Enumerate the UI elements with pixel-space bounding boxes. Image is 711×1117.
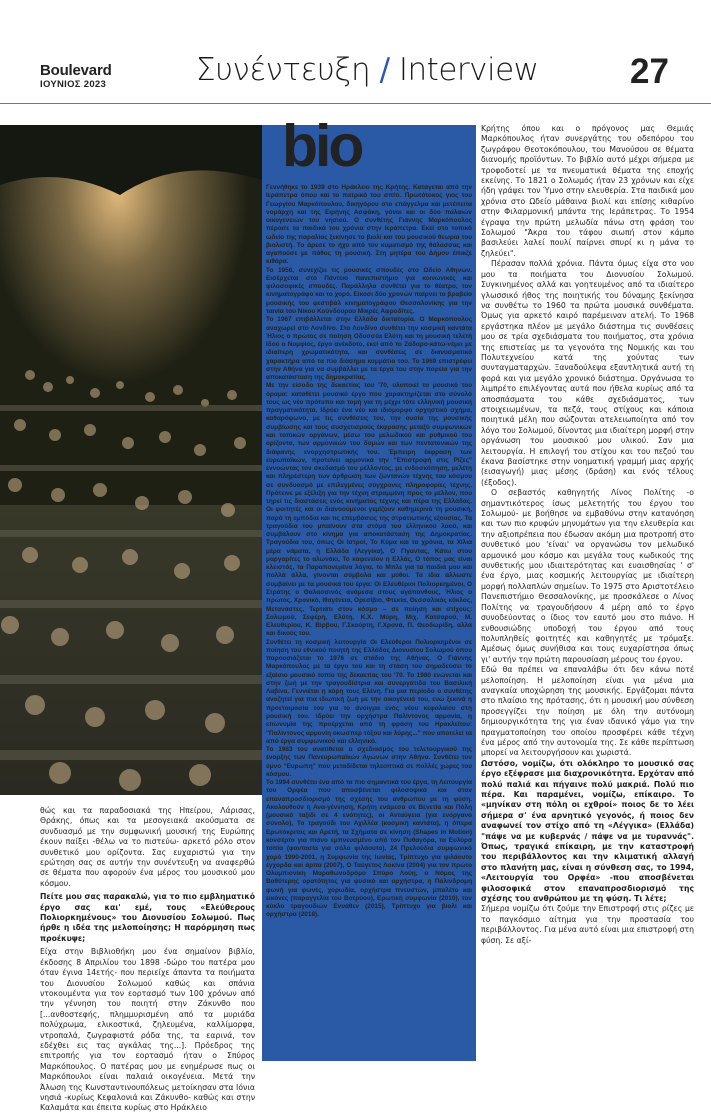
interview-column-left xyxy=(40,806,255,1117)
answer-text: θώς και τα παραδοσιακά της Ηπείρου, Λάρισας, Θράκης, όπως και τα μεσογειακά ακούσματα σε συνδυασμό με την συμφωνική μουσική της Ευρώπης έκουν παίξει -θέλω να το πιστεύω- αρκετό ρόλο στον συνθετικό μου ορίζοντα. Σας ευχαριστώ για την ερώτηση σας σε αυτήν την συνέντευξη να αναφερθώ σε θέματα που αφορούν ένα μέρος του μουσικού μου κόσμου. xyxy=(40,806,255,888)
answer-text: Είχα στην Βιβλιοθήκη μου ένα σημαίνον βιβλίο, έκδοσης 8 Απριλίου του 1898 -δώρο του πατέρα μου όταν έγινα 14ετής- που περιείχε άπαντα τα ποιήματα του Διονυσίου Σολωμού καθώς και σπάνια ντοκουμέντα για τον εορτασμό των 100 χρόνων από την γέννηση του ποιητή στην Ζάκυνθο που [...ανθοστεφής, πλημμυρισμένη από τα μυριάδα πολύχρωμα, ελικοστικά, ζηλευμένα, καλλίμορφα, ντροπαλά, ζωγραφιστά ρόδα της, τα εαρινά, τον εδέχθει εις τας αγκάλας της...]. Πρόεδρος της επιτροπής για τον εορτασμό ήταν ο Σπύρος Μαρκόπουλος. Ο πατέρας μου με ενημέρωσε πως οι Μαρκόπουλοι είναι παλαιά οικογένεια. Μετά την Άλωση της Κωνσταντινουπόλεως μετοίκησαν στα Ιόνια νησιά -κυρίως Κεφαλονιά και Ζάκυνθο- καθώς και στην Καλαμάτα και έπειτα κυρίως στο Ηράκλειο xyxy=(40,947,255,1113)
bio-text xyxy=(266,184,472,920)
question-text: Πείτε μου σας παρακαλώ, για το πιο εμβληματικό έργο σας και' εμέ, τους «Ελεύθερους Πολιορκημένους» του Διονυσίου Σολωμού. Πως ήρθε η ιδέα της μελοποίησης; Η παρόρμηση πως προέκυψε; xyxy=(40,892,255,943)
bio-paragraph: Συνθέτει τη κοσμική λειτουργία Οι Ελεύθεροι Πολιορκημένοι σε ποίηση του εθνικού ποιητή της Ελλάδος Διονυσίου Σολωμού όπου παρουσιάζεται το 1976 σε στάδιο της Αθήνας. Ο Γιάννης Μαρκόπουλος με τα έργο του και τη στάση του σημαδεύσει το εξαίσιο μουσικό τοπίο της δεκαετίας του '70. Το 1980 ενώνεται και στην ζωή με την τραγουδίστρια και συνεργάτιδα του Βασιλική Λαβίνα. Γεννιέται η κόρη τους Ελένη. Για μια περίοδο ο συνθέτης αναζητεί για πια ιδιωτική ζωή με την οικογένειά του, ενώ ξεκινά η προετοιμασία του για το άνοιγμα ενός νέου κεφαλαίου στη μουσική του. Ιδρύει την ορχήστρα Παλίντονος αρμονία, η επωνυμία της προέρχεται από τη φράση του Ηρακλείτου: "Παλίντονος αρμονίη οκωσπερ τόξου και λύρης..." που αποτελεί τα από έργα συμφωνικού και ελληνικό. xyxy=(266,638,472,745)
bio-paragraph: Το 1994 συνθέτει ένα από τα πιο σημαντικά του έργα, τη Λειτουργία του Ορφέα που αποσβένεται φιλοσοφικά και στον επαναπροσδιορισμό της σχέσης του ανθρώπου με τη φύση. Ακολουθούν η Ανα-γέννηση, Κρήτη ενάμεσα σε Βενετία και Πόλη (μουσικό ταξίδι σε 4 ενότητες), οι Ανταύγεια (για ενόργανο σύνολο), Το τραγούδι του Αχιλλέα (κοσμική καντάτα), η όπερα Ερωτόκριτος και Αρετή, τα Σχήματα σε κίνηση (Shapes in Motion) κονσέρτο για πιάνο εμπνευσμένο από τον Πυθαγόρα, τα Ευλύρα τοπία (φαντασία για σόλο φιλάουτο), 24 Πρελούδια συμφωνικό χορό 1990-2001, η Συμφωνία της Ιωνίας, Τρίπτυχο για φιλάουτο έγχορδα και άρπα (2007), Ο Ταύγετος Λοκίνα (2004) για τον πρώτο Ολυμπιονίκη Μαραθωνοδρόμο Σπύρο Λούη, ο Νόμος της Βαθύτερης ορατότητος για φυσικό και ορχήστρα, η Πάλινδρομη φωνή για φωνές, χορωδία, ορχήστρα πνευστών, μπαλέτο και εικόνες (παραγγελία του Βοτρύου), Ερωτική συμφωνία (2010), τον κύκλο τραγουδιών Ενυάθεν (2015), Τρίπτυχο για βιολί και ορχήστρα (2018). xyxy=(266,779,472,919)
bio-heading: bio xyxy=(282,113,362,179)
issue-date: ΙΟΥΝΙΟΣ 2023 xyxy=(40,79,107,90)
header-rule xyxy=(0,103,711,104)
concert-audience-image xyxy=(0,125,262,795)
answer-text: Ο σεβαστός καθηγητής Λίνος Πολίτης -ο σημαντικότερος ίσως μελετητής του έργου του Σολωμού- με βοήθησε να εμβαθύνω στην κατανόηση και των πιο κρυφών μηνυμάτων για την ελευθερία και την αξιοπρέπεια που έδωσαν ακόμη μια προτροπή στο συνθετικό μου 'είναι' να οργανώσω τον μελωδικό αρμονικό μου κόσμο και μεγάλα τους κωδικούς της συνθετικής μου ιδιαιτερότητας και ευαισθησίας ' σ' ένα έργο, μιας κοσμικής λειτουργίας με ιδιαίτερη μορφή πολλαπλών σημείων. Το 1975 στο Αριστοτέλειο Πανεπιστήμιο Θεσσαλονίκης, με προσκάλεσε ο Λίνος Πολίτης να τραγουδήσουν 4 μέρη από το έργο συνοδεύοντας ο ίδιος τον εαυτό μου στο πιάνο. Η ενθουσιώδης υποδοχή του έργου από τους πολυπληθείς φοιτητές και καθηγητές με τρόμαξε. Αμέσως όμως συνήθισα και τους ευχαρίστησα όπως γι' αυτήν την πρώτη παρουσίαση μέρους του έργου. xyxy=(481,488,694,664)
bio-paragraph: Το 1967 επιβάλλεται στην Ελλάδα δικτατορία. Ο Μαρκόπουλος αναχωρεί στο Λονδίνο. Στο Λονδίνο συνθέτει την κοσμική καντάτα Ήλιος ο πρώτος σε ποίηση Οδυσσέα Ελύτη και τη μουσική τελετή Ιδού ο Νυμφίος, έργο ανέκδοτο, εκεί από το Ζάδαρο-κάτω-νέμει με ιδιαίτερη χρωματικότητα, και συνθέσεις σε διανυσματικό χαρακτήρα από τα πιο διάσημα κομμάτια του. Το 1969 επιστρέφει στην Αθήνα για να συμβάλλει με τα έργα του στην πορεία για την αποκατάσταση της δημοκρατίας. xyxy=(266,316,472,382)
magazine-brand: Boulevard xyxy=(40,62,112,79)
page-number: 27 xyxy=(630,52,669,91)
interview-column-right xyxy=(481,124,694,946)
section-separator: / xyxy=(379,52,390,88)
section-title-english: Interview xyxy=(398,52,539,88)
question-text: Ωστόσο, νομίζω, ότι ολόκληρο το μουσικό σας έργο εξέφρασε μια διαχρονικότητα. Ερχόταν από πολύ παλιά και πήγαινε πολύ μακριά. Πολύ πιο πέρα. Και παραμένει, νομίζω, επίκαιρο. Το «μηνίκαν στη πόλη οι εχθροί» ποιος δε το λέει σήμερα σ' ένα αρνητικό γεγονός, ή ποιος δεν αναφωνεί τον στίχο από τη «Λέγγικα» (Ελλάδα) "πάψε να με κυβερνάς / πάψε να με τυραννάς". Όπως, τραγικά επίκαιρη, με την καταστροφή του περιβάλλοντος και την κλιματική αλλαγή στο πλανήτη μας, είναι η σύνθεση σας, το 1994, «Λειτουργία του Ορφέα» -που αποσβένεται φιλοσοφικά στον επαναπροσδιορισμό της σχέσης του ανθρώπου με τη φύση. Τι λέτε; xyxy=(481,758,694,904)
answer-text: Εδώ θα πρέπει να επαναλάβω ότι δεν κάνω ποτέ μελοποίηση. Η μελοποίηση είναι για μένα μια αναγκαία υποχώρηση της μουσικής. Εργάζομαι πάντα στο πλαίσιο της πρότασης, ότι η μουσική μου σύνθεση προσεγγίζει την ποίηση με όλη την αυτόνομη δημιουργικότητα της για έναν ιδανικό γάμο για την πραγματοποίηση του οποίου προσφέρει κάθε τέχνη ένα μέρος από την αυτονομία της. Σε κάθε περίπτωση μπορεί να λειτουργήσουν και χωριστά. xyxy=(481,665,694,758)
bio-paragraph: Με την είσοδο της δεκαετίας του '70, υλοποιεί το μουσικό του όραμα: καταθέτει μουσικό έργο που χαρακτηρίζεται στο σύνολό τους ως νέο πρότυπο και τομή για τη μέχρι τότε ελληνική μουσική πραγματικότητα. Ιδρύει ένα νέο και ιδιόμορφο ορχηστικό σχήμα, καθαρόφωνο, με τις συνθέσεις του, την ουσία της μουσικής συμβίωσης και τους συσχετισμούς έκφρασης μεταξύ συμφωνικών και τοπικών οργάνων, μέσω του μελωδικού και ρυθμικού του ορίζοντα, των αρμονικών του δομών και των πεντατονικών της διάφανης ενορχηστρωτικής του. Έμπειρη έκφραση των ευρωπαϊκών, προτείνει αρμονικά την "Επιστροφή στις Ρίζες" εννοώντας τον σκεδασμό του μέλλοντος, με ενδοσκόπηση, μελέτη και πληρέστερη των άρθρωση των ζωντανών τέχνης του κόσμου σε συνδυασμό με επιλεγμένες σύγχρονες πληροφορίες τέχνης. Πρότεινε με εξέλιξη για την τέχνη στραμμένη προς το μέλλον, που τηρεί τις διαστάσεις ενός κινήματος τέχνης και πέρα της Ελλάδας. Οι φοιτητές και οι διανοούμενοι γεμίζουν καθημερινά τη μουσική, παρά τη εμπόδια και τις επεμβάσεις της στρατιωτικής εξουσίας. Τα τραγούδια του μπαίνουν στα στόμα του ελληνικού λαού, και συμβάλουν στο κίνημα για αποκατάσταση της Δημοκρατίας. Τραγούδια του, όπως Οι Ιστροί, Το Κύμα και τα χρόνια, τα Χίλια μέρα νάματα, η Ελλάδα (Λεγγίκα), Ο Γίγαντας, Κάτω στου μαργαρίτες το αλωνάκι, Το καφενείον η Ελλάς, Ο τόπος μας είναι κλειστός, τα Παραπονεμένα λόγια, το Μπλε για τα παιδιά μου και πολλά άλλα, γίνονται σύμβολα και μύθοι. Τα ίδια άλλωστε συμβαίνει με τα μουσικά του έργα: Οι Ελευθέριοι Πολιορκημένοι, Ο Στράτης ο Θαλασσινός ανάμεσα στους αγάπανθους, Ήλιος ο πρώτος, Χρονικό, Ιθαγένεια, Ορεσίβιο, Φτεκία, Θεσσαλικός κύκλος, Μετανάστες, Τερτιάτι στον κόσμο – σε ποίηση και στίχους: Σολωμού, Σεφέρη, Ελύτη, Κ.Χ. Μύρη, Μιχ. Κατσαρού, Μ. Ελευθερίου, Κ. Βίρβου, Γ.Σκούρτη, Γ.Χρονά, Π. Θεοδωρίδη, αλλά και δικούς του. xyxy=(266,382,472,638)
section-title-greek: Συνέντευξη xyxy=(196,52,371,88)
bio-paragraph: Το 1983 του ανατίθεται ο σχεδιασμός του τελετουργικού της έναρξης των Πανευρωπαϊκών Αγώνων στην Αθήνα. Συνθέτει τον ύμνο "Ευρώπη" που μεταδίδεται τηλεοπτικά σε πολλές χώρες του κόσμου. xyxy=(266,746,472,778)
section-title xyxy=(196,52,539,88)
bio-paragraph: Το 1956, συνεχίζει τις μουσικές σπουδές στο Ωδείο Αθηνών. Εισέρχεται στο Πάντειο πανεπιστήμιο για κοινωνικές και φιλοσοφικές σπουδές. Παράλληλα συνθέτει για το θέατρο, τον κινηματογράφο και το χορό. Είκοσι δύο χρονών παίρνει το βραβείο μουσικής του φεστιβάλ κινηματογράφου Θεσσαλονίκης για την ταινία του Νίκου Κούνδουρου Μικρές Αφροδίτες. xyxy=(266,266,472,315)
answer-text: Σήμερα νομίζω ότι ζούμε την Επιστροφή στις ρίζες με το παγκόσμιο αίτημα για την προστασία του περιβάλλοντος. Για μένα αυτό είναι μια επιστροφή στη φύση. Σε αξί- xyxy=(481,904,694,945)
answer-text: Κρήτης όπου και ο πρόγονος μας Θεμιάς Μαρκόπουλος ήταν συνεργάτης του οδεπόρου του ζωγράφου Θεοτοκόπουλου, του Μανούσου σε θέματα διανομής προϊόντων. Το βιβλίο αυτό μέχρι σήμερα με τροφοδοτεί με τα πνευματικά θέματα της εποχής εκείνης. Το 1821 ο Σολωμός ήταν 23 χρόνων και είχε ήδη γράψει τον Ύμνο στην ελευθερία. Στα παιδικά μου χρόνια στο Ωδείο μάθαινα βιολί και επίσης κιθαρίνο στην Φιλαρμονική μπάντα της Ιεράπετρας. Το 1954 έγραψα την πρώτη μελωδία πάνω στη φράση του Σολωμού "Άκρα του τάφου σιωπή στον κάμπο βασιλεύει λαλεί πουλί παίρνει σπυρί κι η μάνα το ζηλεύει". xyxy=(481,124,694,258)
concert-photo xyxy=(0,125,262,795)
bio-paragraph: Γεννήθηκε το 1939 στο Ηράκλειο της Κρήτης. Κατάγεται από την Ιεράπετρα όπου και το πατρικό του σπίτι. Πρωτότοκος γιος του Γεωργίου Μαρκόπουλου, δικηγόρου στο επάγγελμα και μετέπειτα νομάρχη και της Ειρήνης Ασφάκη, γόνοι και οι δύο παλαιών οικογενειών του νησιού. Ο συνθέτης Γιάννης Μαρκόπουλος πέρασε τα παιδικά του χρόνια στην Ιεράπετρα. Εκεί στο τοπικό ωδείο της παραλίας ξεκίνησε το βιολί και του μουσικού θεωρία του βιολιστή. Το άρεσε το ήχο από τον κυματισμό της θάλασσας και αγαπούσε με πάθος τη μουσική. Στη μητέρα του Δήμου έπαιζε κιθάρα. xyxy=(266,184,472,266)
answer-text: Πέρασαν πολλά χρόνια. Πάντα όμως είχα στο νου μου τα ποιήματα του Διονυσίου Σολωμού. Συγκινημένος αλλά και γοητευμένος από τα ιδιαίτερο γλωσσικό ήθος της ποιητικής του δύναμης ξεκίνησα να συνθέτω το 1960 τα πρώτα μουσικά συνθέματα. Όμως για αρκετό καιρό παρέμειναν ατελή. Το 1968 εργάστηκα πλέον με μεγάλο διάστημα τις συνθέσεις μου σε τρία σχεδιάσματα του ποιήματος, στα χρόνια της επιστείας με τα γεγονότα της Νομικής και του Πολυτεχνείου κατά της χούντας των συνταγματαρχών. Ξαναδούλεψα εξαντλητικά αυτή τη φορά και για μεγάλο χρονικό διάστημα. Οργάνωσα το λιμπρέτο επιλέγοντας αυτά που ήθελα κυρίως από τα αποσπάσματα του κάθε σχεδιάσματος, των στοιχειωμένων, τα πεζά, τους στίχους και κάποια ποιητικά μέλη που σώζονται ατελειωποίητα από τον λόγο του Σολωμού, δίνοντας μια ιδιαίτερη μορφή στην οργάνωση του μουσικού μου υλικού. Σαν μια λειτουργία. Η επιλογή του στίχου και του πεζού του έκανα βασίστηκε στην νοηματική γραμμή μιας αρχής (εισαγωγή) μιας μέσης (δράση) και ενός τέλους (έξοδος). xyxy=(481,259,694,487)
page-header xyxy=(0,0,711,106)
